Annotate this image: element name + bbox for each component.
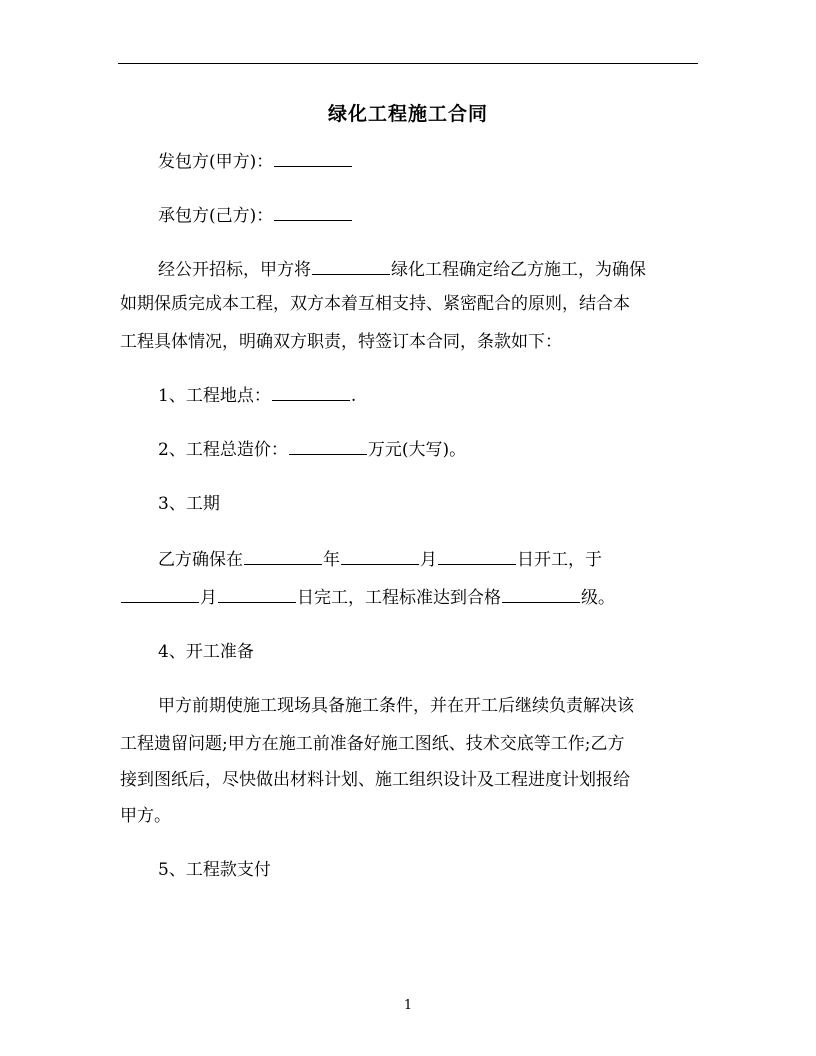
intro-text-a: 经公开招标，甲方将: [158, 260, 311, 280]
project-name-blank: [312, 273, 390, 275]
party-a-line: [158, 150, 353, 174]
clause-1-label: 1、工程地点：: [158, 386, 271, 406]
clause-2-label: 2、工程总造价：: [158, 440, 288, 460]
schedule-text-c: 月: [420, 550, 437, 570]
clause-2: [158, 438, 466, 462]
start-day-blank: [438, 563, 516, 565]
schedule-text-b: 年: [323, 550, 340, 570]
party-a-blank: [274, 165, 352, 167]
grade-blank: [502, 601, 580, 603]
start-month-blank: [341, 563, 419, 565]
price-blank: [289, 453, 367, 455]
clause-1: [158, 384, 356, 408]
schedule-text-g: 级。: [581, 588, 615, 608]
clause-5-heading: 5、工程款支付: [158, 860, 271, 880]
schedule-text-a: 乙方确保在: [158, 550, 243, 570]
location-blank: [272, 399, 350, 401]
start-year-blank: [244, 563, 322, 565]
end-day-blank: [218, 601, 296, 603]
clause-1-tail: .: [350, 386, 357, 406]
schedule-text-d: 日开工，于: [517, 550, 602, 570]
end-month-blank: [121, 601, 199, 603]
clause-4-heading: 4、开工准备: [158, 642, 254, 662]
schedule-text-f: 日完工，工程标准达到合格: [297, 588, 501, 608]
clause-4-line-4: 甲方。: [120, 806, 171, 826]
intro-line-3: 工程具体情况，明确双方职责，特签订本合同，条款如下：: [120, 332, 562, 352]
document-title: 绿化工程施工合同: [327, 103, 488, 125]
party-b-label: 承包方(己方)：: [158, 206, 274, 226]
page-number: 1: [403, 998, 413, 1013]
intro-line-1: [158, 258, 646, 282]
party-a-label: 发包方(甲方)：: [158, 152, 274, 172]
clause-3-line-1: [158, 548, 602, 572]
schedule-text-e: 月: [200, 588, 217, 608]
intro-line-2: 如期保质完成本工程，双方本着互相支持、紧密配合的原则，结合本: [120, 294, 630, 314]
clause-2-tail: 万元(大写)。: [367, 440, 467, 460]
clause-3-heading: 3、工期: [158, 494, 220, 514]
party-b-line: [158, 204, 353, 228]
clause-4-line-1: 甲方前期使施工现场具备施工条件，并在开工后继续负责解决该: [158, 696, 634, 716]
intro-text-b: 绿化工程确定给乙方施工，为确保: [391, 260, 646, 280]
clause-4-line-2: 工程遗留问题;甲方在施工前准备好施工图纸、技术交底等工作;乙方: [120, 734, 625, 754]
clause-3-line-2: [120, 586, 615, 610]
header-rule: [118, 63, 698, 64]
clause-4-line-3: 接到图纸后，尽快做出材料计划、施工组织设计及工程进度计划报给: [120, 770, 630, 790]
party-b-blank: [274, 219, 352, 221]
